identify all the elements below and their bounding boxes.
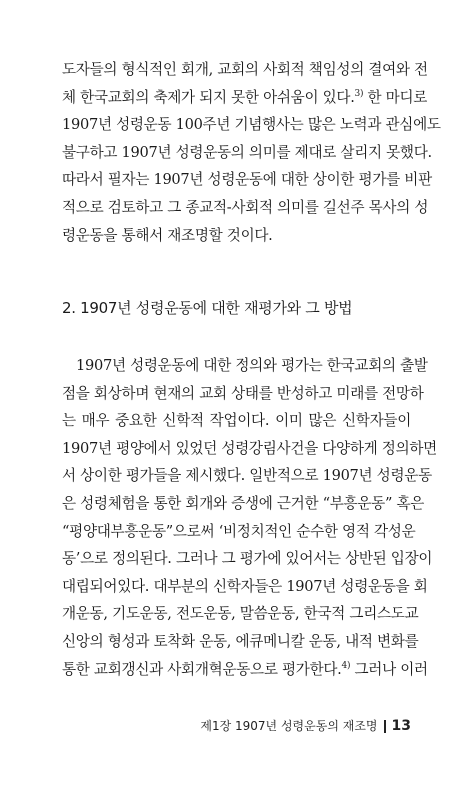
text-segment: 통한 교회갱신과 사회개혁운동으로 평가한다. [62, 660, 342, 678]
text-line: 령운동을 통해서 재조명할 것이다. [62, 226, 273, 244]
text-line: 서 상이한 평가들을 제시했다. 일반적으로 1907년 성령운동 [62, 467, 432, 485]
text-line: 은 성령체험을 통한 회개와 증생에 근거한 “부흥운동” 혹은 [62, 494, 425, 512]
page-number: 13 [391, 718, 411, 734]
text-line: 신앙의 형성과 토착화 운동, 에큐메니칼 운동, 내적 변화를 [62, 632, 419, 650]
text-line: 1907년 평양에서 있었던 성령강림사건을 다양하게 정의하면 [62, 439, 437, 457]
page-footer [200, 717, 411, 735]
text-line: 점을 회상하며 현재의 교회 상태를 반성하고 미래를 전망하 [62, 384, 424, 402]
text-segment: 한 마디로 [363, 88, 428, 106]
text-line: “평양대부흥운동”으로써 ‘비정치적인 순수한 영적 각성운 [62, 522, 416, 540]
text-line [62, 656, 428, 684]
text-line: 따라서 필자는 1907년 성령운동에 대한 상이한 평가를 비판 [62, 171, 432, 189]
footnote-ref[interactable]: 3) [354, 88, 364, 99]
body-paragraph-1 [62, 56, 441, 249]
text-segment: 그러나 이러 [350, 660, 428, 678]
text-line: 는 매우 중요한 신학적 작업이다. 이미 많은 신학자들이 [62, 412, 411, 430]
text-line: 불구하고 1907년 성령운동의 의미를 제대로 살리지 못했다. [62, 143, 432, 161]
text-line: 동’으로 정의된다. 그러나 그 평가에 있어서는 상반된 입장이 [62, 550, 433, 568]
footnote-ref[interactable]: 4) [341, 660, 351, 671]
text-segment: 체 한국교회의 축제가 되지 못한 아쉬움이 있다. [62, 88, 355, 106]
text-line: 개운동, 기도운동, 전도운동, 말씀운동, 한국적 그리스도교 [62, 605, 419, 623]
text-line: 1907년 성령운동 100주년 기념행사는 많은 노력과 관심에도 [62, 116, 441, 134]
text-line: 적으로 검토하고 그 종교적-사회적 의미를 길선주 목사의 성 [62, 198, 429, 216]
running-title: 제1장 1907년 성령운동의 재조명 [200, 719, 378, 733]
text-line: 대립되어있다. 대부분의 신학자들은 1907년 성령운동을 회 [62, 577, 428, 595]
text-line: 1907년 성령운동에 대한 정의와 평가는 한국교회의 출발 [76, 357, 428, 374]
body-paragraph-2 [62, 352, 437, 683]
text-line: 도자들의 형식적인 회개, 교회의 사회적 책임성의 결여와 전 [62, 61, 428, 78]
footer-divider [384, 720, 386, 733]
section-heading: 2. 1907년 성령운동에 대한 재평가와 그 방법 [62, 299, 353, 317]
text-line [62, 84, 428, 112]
